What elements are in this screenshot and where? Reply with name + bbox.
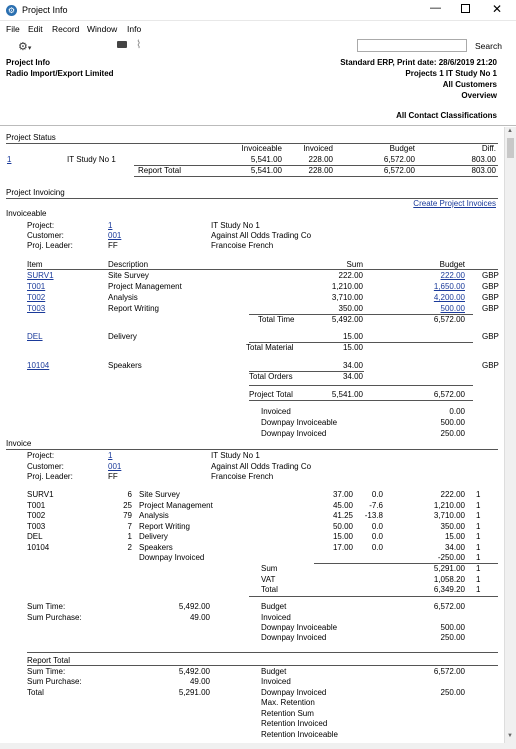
app-icon: ⚙ xyxy=(7,6,16,15)
menu-edit[interactable]: Edit xyxy=(28,24,43,34)
value: IT Study No 1 xyxy=(211,451,260,460)
item-code-link[interactable]: T003 xyxy=(27,304,46,313)
budget-value: 6,572.00 xyxy=(433,602,465,611)
currency: GBP xyxy=(482,304,499,313)
close-icon[interactable]: ✕ xyxy=(492,2,503,16)
line-qty: 2 xyxy=(127,543,132,552)
company-name: Radio Import/Export Limited xyxy=(6,69,114,78)
divider xyxy=(249,400,473,401)
project-link[interactable]: 1 xyxy=(108,451,113,460)
table-row xyxy=(0,543,504,553)
line-desc: Downpay Invoiced xyxy=(139,553,205,562)
list-item xyxy=(0,293,504,303)
divider xyxy=(27,665,498,666)
section-title: Project Invoicing xyxy=(6,188,65,197)
total-time-label: Total Time xyxy=(258,315,295,324)
label: Customer: xyxy=(27,231,64,240)
col-header: Sum xyxy=(346,260,363,269)
cell: 803.00 xyxy=(471,166,496,175)
line-price: 41.25 xyxy=(332,511,353,520)
table-row xyxy=(0,490,504,500)
line-disc: 0.0 xyxy=(371,532,383,541)
line-qty: 6 xyxy=(127,490,132,499)
sum-purchase: 49.00 xyxy=(189,677,210,686)
total-value: 5,291.00 xyxy=(178,688,210,697)
downpay-invoiceable-label: Downpay Invoiceable xyxy=(261,623,338,632)
line-desc: Speakers xyxy=(139,543,173,552)
line-sum: -250.00 xyxy=(437,553,465,562)
item-budget-link[interactable]: 222.00 xyxy=(440,271,465,280)
list-item xyxy=(0,304,504,314)
report-header xyxy=(0,56,516,126)
line-qty: 25 xyxy=(123,501,132,510)
line-code: DEL xyxy=(27,532,43,541)
col-header: Budget xyxy=(439,260,465,269)
line-disc: -13.8 xyxy=(364,511,383,520)
line-code: 10104 xyxy=(27,543,50,552)
section-title: Report Total xyxy=(27,656,70,665)
max-retention-label: Max. Retention xyxy=(261,698,315,707)
col-header: Item xyxy=(27,260,43,269)
print-date: Standard ERP, Print date: 28/6/2019 21:20 xyxy=(340,58,497,67)
downpay-invoiced-label: Downpay Invoiced xyxy=(261,633,327,642)
report-total-label: Report Total xyxy=(138,166,181,175)
line-disc: 0.0 xyxy=(371,522,383,531)
overview-label: Overview xyxy=(461,91,497,100)
item-budget-link[interactable]: 500.00 xyxy=(440,304,465,313)
value: FF xyxy=(108,472,118,481)
total-orders-label: Total Orders xyxy=(249,372,293,381)
value: IT Study No 1 xyxy=(211,221,260,230)
line-code: SURV1 xyxy=(27,490,54,499)
line-qty: 79 xyxy=(123,511,132,520)
vat-value: 1,058.20 xyxy=(433,575,465,584)
vat-n: 1 xyxy=(476,575,481,584)
total-time-budget: 6,572.00 xyxy=(433,315,465,324)
currency: GBP xyxy=(482,332,499,341)
item-code-link[interactable]: T001 xyxy=(27,282,46,291)
line-sum: 15.00 xyxy=(444,532,465,541)
table-row xyxy=(0,532,504,542)
divider xyxy=(6,449,498,450)
cell: 5,541.00 xyxy=(250,155,282,164)
item-code-link[interactable]: DEL xyxy=(27,332,43,341)
line-n: 1 xyxy=(476,522,481,531)
minimize-icon[interactable]: — xyxy=(430,2,441,14)
customer-link[interactable]: 001 xyxy=(108,231,122,240)
project-total-budget: 6,572.00 xyxy=(433,390,465,399)
projects-filter: Projects 1 IT Study No 1 xyxy=(405,69,497,78)
project-name: IT Study No 1 xyxy=(67,155,116,164)
line-sum: 1,210.00 xyxy=(433,501,465,510)
menu-record[interactable]: Record xyxy=(52,24,80,34)
window-title: Project Info xyxy=(22,5,68,15)
item-desc: Report Writing xyxy=(108,304,159,313)
cell: 6,572.00 xyxy=(383,166,415,175)
item-code-link[interactable]: 10104 xyxy=(27,361,50,370)
currency: GBP xyxy=(482,293,499,302)
downpay-invoiceable-label: Downpay Invoiceable xyxy=(261,418,338,427)
sum-time-label: Sum Time: xyxy=(27,602,66,611)
project-link[interactable]: 1 xyxy=(108,221,113,230)
divider xyxy=(134,176,498,177)
item-desc: Speakers xyxy=(108,361,142,370)
vat-label: VAT xyxy=(261,575,276,584)
line-sum: 222.00 xyxy=(440,490,465,499)
item-sum: 222.00 xyxy=(338,271,363,280)
value: Francoise French xyxy=(211,472,274,481)
menu-info[interactable]: Info xyxy=(127,24,142,34)
subsection-title: Invoiceable xyxy=(6,209,47,218)
line-price: 45.00 xyxy=(332,501,353,510)
downpay-invoiced-value: 250.00 xyxy=(440,429,465,438)
line-disc: -7.6 xyxy=(369,501,383,510)
create-project-invoices-link[interactable]: Create Project Invoices xyxy=(413,199,496,208)
downpay-invoiced-value: 250.00 xyxy=(440,688,465,697)
search-button[interactable]: Search xyxy=(475,41,502,51)
divider xyxy=(249,385,473,386)
total-label: Total xyxy=(27,688,44,697)
col-header: Description xyxy=(108,260,149,269)
cell: 228.00 xyxy=(308,166,333,175)
scroll-down-icon[interactable]: ▼ xyxy=(507,733,513,739)
total-orders: 34.00 xyxy=(342,372,363,381)
sum-purchase-label: Sum Purchase: xyxy=(27,677,82,686)
total-material: 15.00 xyxy=(342,343,363,352)
line-n: 1 xyxy=(476,490,481,499)
item-sum: 3,710.00 xyxy=(331,293,363,302)
section-title: Invoice xyxy=(6,439,32,448)
list-item xyxy=(0,282,504,292)
customer-link[interactable]: 001 xyxy=(108,462,122,471)
value: Against All Odds Trading Co xyxy=(211,462,312,471)
scroll-thumb[interactable] xyxy=(507,138,514,158)
line-n: 1 xyxy=(476,543,481,552)
budget-label: Budget xyxy=(261,602,287,611)
line-disc: 0.0 xyxy=(371,543,383,552)
label: Proj. Leader: xyxy=(27,241,73,250)
line-code: T001 xyxy=(27,501,46,510)
sum-purchase-label: Sum Purchase: xyxy=(27,613,82,622)
label: Project: xyxy=(27,221,55,230)
paperclip-icon[interactable]: ⌇ xyxy=(136,39,142,51)
line-qty: 7 xyxy=(127,522,132,531)
divider xyxy=(249,596,498,597)
divider xyxy=(27,652,498,653)
gear-icon[interactable]: ⚙▾ xyxy=(18,41,32,53)
currency: GBP xyxy=(482,271,499,280)
total-material-label: Total Material xyxy=(246,343,294,352)
invoiced-value: 0.00 xyxy=(449,407,465,416)
line-code: T003 xyxy=(27,522,46,531)
total-value: 6,349.20 xyxy=(433,585,465,594)
label: Customer: xyxy=(27,462,64,471)
cell: 803.00 xyxy=(471,155,496,164)
line-code: T002 xyxy=(27,511,46,520)
line-qty: 1 xyxy=(127,532,132,541)
item-sum: 15.00 xyxy=(342,332,363,341)
item-sum: 34.00 xyxy=(342,361,363,370)
section-title: Project Status xyxy=(6,133,56,142)
line-desc: Site Survey xyxy=(139,490,180,499)
line-sum: 3,710.00 xyxy=(433,511,465,520)
item-desc: Delivery xyxy=(108,332,137,341)
sum-time: 5,492.00 xyxy=(178,602,210,611)
line-desc: Analysis xyxy=(139,511,169,520)
line-desc: Delivery xyxy=(139,532,168,541)
col-header: Invoiced xyxy=(303,144,333,153)
line-desc: Report Writing xyxy=(139,522,190,531)
item-desc: Analysis xyxy=(108,293,138,302)
menu-file[interactable]: File xyxy=(6,24,20,34)
table-row xyxy=(0,511,504,521)
scroll-up-icon[interactable]: ▲ xyxy=(507,128,513,134)
cell: 6,572.00 xyxy=(383,155,415,164)
project-total-label: Project Total xyxy=(249,390,293,399)
line-n: 1 xyxy=(476,501,481,510)
line-desc: Project Management xyxy=(139,501,213,510)
vertical-scrollbar[interactable] xyxy=(504,127,516,743)
item-sum: 1,210.00 xyxy=(331,282,363,291)
budget-label: Budget xyxy=(261,667,287,676)
cell: 5,541.00 xyxy=(250,166,282,175)
invoiced-label: Invoiced xyxy=(261,677,291,686)
retention-invoiced-label: Retention Invoiced xyxy=(261,719,328,728)
divider xyxy=(314,563,498,564)
invoiced-label: Invoiced xyxy=(261,407,291,416)
total-time: 5,492.00 xyxy=(331,315,363,324)
item-budget-link[interactable]: 4,200.00 xyxy=(433,293,465,302)
line-sum: 34.00 xyxy=(444,543,465,552)
title-bar xyxy=(0,0,516,21)
downpay-invoiceable-value: 500.00 xyxy=(440,418,465,427)
invoiced-label: Invoiced xyxy=(261,613,291,622)
downpay-invoiced-value: 250.00 xyxy=(440,633,465,642)
value: Against All Odds Trading Co xyxy=(211,231,312,240)
menu-window[interactable]: Window xyxy=(87,24,118,34)
col-header: Budget xyxy=(389,144,415,153)
menu-bar xyxy=(0,21,516,37)
sum-purchase: 49.00 xyxy=(189,613,210,622)
label: Proj. Leader: xyxy=(27,472,73,481)
project-link[interactable]: 1 xyxy=(7,155,12,164)
sum-time: 5,492.00 xyxy=(178,667,210,676)
label: Project: xyxy=(27,451,55,460)
table-row xyxy=(0,522,504,532)
budget-value: 6,572.00 xyxy=(433,667,465,676)
toolbar xyxy=(0,37,516,56)
downpay-invoiced-label: Downpay Invoiced xyxy=(261,688,327,697)
report-title: Project Info xyxy=(6,58,51,67)
sum-label: Sum xyxy=(261,564,278,573)
project-total: 5,541.00 xyxy=(331,390,363,399)
line-price: 17.00 xyxy=(332,543,353,552)
customers-filter: All Customers xyxy=(442,80,497,89)
col-header: Diff. xyxy=(481,144,496,153)
item-desc: Site Survey xyxy=(108,271,149,280)
retention-invoiceable-label: Retention Invoiceable xyxy=(261,730,338,739)
item-code-link[interactable]: SURV1 xyxy=(27,271,54,280)
total-label: Total xyxy=(261,585,278,594)
currency: GBP xyxy=(482,282,499,291)
line-price: 50.00 xyxy=(332,522,353,531)
value: FF xyxy=(108,241,118,250)
line-price: 37.00 xyxy=(332,490,353,499)
downpay-invoiceable-value: 500.00 xyxy=(440,623,465,632)
search-input[interactable] xyxy=(357,39,467,52)
table-row xyxy=(0,553,504,563)
value: Francoise French xyxy=(211,241,274,250)
total-n: 1 xyxy=(476,585,481,594)
sum-value: 5,291.00 xyxy=(433,564,465,573)
printer-icon[interactable] xyxy=(117,41,127,48)
maximize-icon[interactable] xyxy=(461,4,470,13)
item-code-link[interactable]: T002 xyxy=(27,293,46,302)
cell: 228.00 xyxy=(308,155,333,164)
retention-sum-label: Retention Sum xyxy=(261,709,314,718)
table-row xyxy=(0,501,504,511)
sum-n: 1 xyxy=(476,564,481,573)
divider xyxy=(27,269,498,270)
bottom-edge xyxy=(0,743,516,749)
downpay-invoiced-label: Downpay Invoiced xyxy=(261,429,327,438)
item-budget-link[interactable]: 1,650.00 xyxy=(433,282,465,291)
col-header: Invoiceable xyxy=(241,144,282,153)
line-n: 1 xyxy=(476,532,481,541)
line-n: 1 xyxy=(476,553,481,562)
currency: GBP xyxy=(482,361,499,370)
list-item xyxy=(0,271,504,281)
report-content xyxy=(0,127,504,743)
contact-filter: All Contact Classifications xyxy=(396,111,497,120)
item-sum: 350.00 xyxy=(338,304,363,313)
sum-time-label: Sum Time: xyxy=(27,667,66,676)
line-disc: 0.0 xyxy=(371,490,383,499)
line-sum: 350.00 xyxy=(440,522,465,531)
line-price: 15.00 xyxy=(332,532,353,541)
line-n: 1 xyxy=(476,511,481,520)
item-desc: Project Management xyxy=(108,282,182,291)
